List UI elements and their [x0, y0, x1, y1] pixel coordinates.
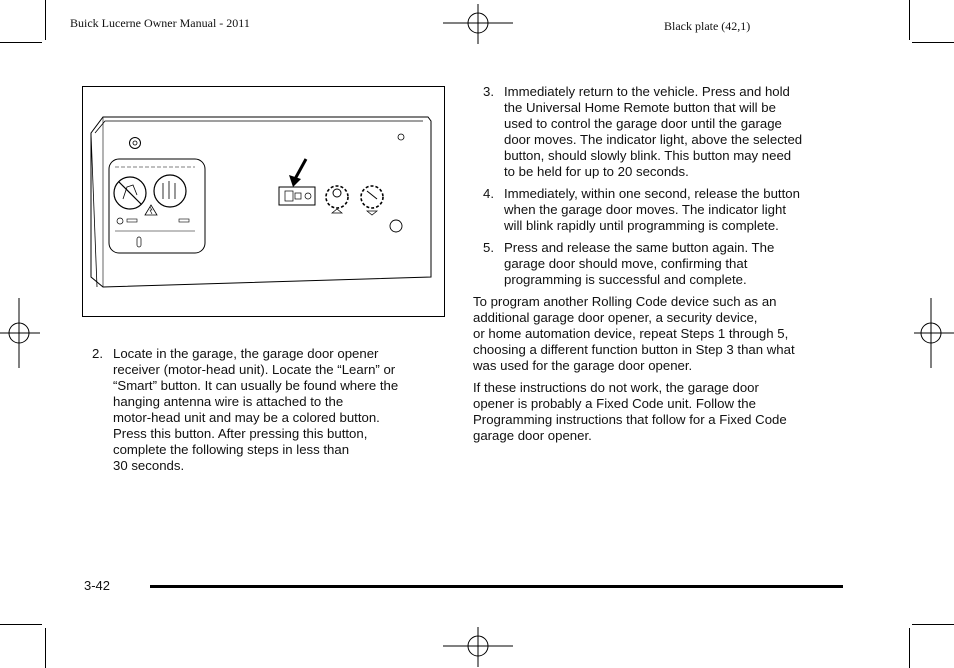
crop-mark-bottom-left-v	[45, 628, 46, 668]
step-line: Locate in the garage, the garage door opener	[113, 346, 379, 361]
step-line: Immediately return to the vehicle. Press and hold	[504, 84, 790, 99]
step-line: used to control the garage door until the garage	[504, 116, 782, 131]
step-line: receiver (motor-head unit). Locate the “Learn” or	[113, 362, 396, 377]
step-line: the Universal Home Remote button that will be	[504, 100, 776, 115]
registration-mark-top-icon	[443, 4, 513, 44]
right-column	[473, 84, 848, 450]
paragraph-rolling-code	[473, 294, 848, 374]
paragraph-line: Programming instructions that follow for a Fixed Code	[473, 412, 787, 427]
step-line: Press and release the same button again. The	[504, 240, 775, 255]
step-line: will blink rapidly until programming is complete.	[504, 218, 779, 233]
step-number: 3.	[483, 84, 494, 99]
crop-mark-top-left-v	[45, 0, 46, 40]
universal-home-remote-panel-illustration	[83, 87, 443, 315]
paragraph-line: If these instructions do not work, the garage door	[473, 380, 759, 395]
step-line: door moves. The indicator light, above the selected	[504, 132, 803, 147]
step-line: 30 seconds.	[113, 458, 185, 473]
step-number: 4.	[483, 186, 494, 201]
crop-mark-top-right-h	[912, 42, 954, 43]
step-2	[82, 346, 442, 474]
paragraph-line: additional garage door opener, a security device,	[473, 310, 758, 325]
paragraph-line: opener is probably a Fixed Code unit. Follow the	[473, 396, 756, 411]
step-text	[504, 240, 848, 288]
step-number: 2.	[92, 346, 103, 361]
crop-mark-bottom-right-h	[912, 624, 954, 625]
step-5	[473, 240, 848, 288]
paragraph-fixed-code	[473, 380, 848, 444]
remote-panel-figure	[82, 86, 445, 317]
step-line: to be held for up to 20 seconds.	[504, 164, 689, 179]
step-line: Immediately, within one second, release the button	[504, 186, 800, 201]
paragraph-line: or home automation device, repeat Steps 1 through 5,	[473, 326, 789, 341]
step-4	[473, 186, 848, 234]
step-3	[473, 84, 848, 180]
manual-title: Buick Lucerne Owner Manual - 2011	[70, 16, 250, 30]
step-line: programming is successful and complete.	[504, 272, 747, 287]
step-line: when the garage door moves. The indicator light	[504, 202, 786, 217]
crop-mark-top-left-h	[0, 42, 42, 43]
paragraph-line: To program another Rolling Code device such as an	[473, 294, 777, 309]
left-column	[82, 346, 442, 480]
step-line: hanging antenna wire is attached to the	[113, 394, 344, 409]
step-line: Press this button. After pressing this button,	[113, 426, 368, 441]
step-line: garage door should move, confirming that	[504, 256, 748, 271]
step-number: 5.	[483, 240, 494, 255]
step-line: complete the following steps in less than	[113, 442, 350, 457]
page-number: 3-42	[84, 578, 111, 593]
step-text	[113, 346, 442, 474]
footer-rule	[150, 585, 843, 588]
paragraph-line: choosing a different function button in Step 3 than what	[473, 342, 795, 357]
crop-mark-bottom-left-h	[0, 624, 42, 625]
plate-label: Black plate (42,1)	[664, 19, 751, 33]
step-text	[504, 84, 848, 180]
step-line: “Smart” button. It can usually be found where the	[113, 378, 399, 393]
crop-mark-bottom-right-v	[909, 628, 910, 668]
registration-mark-left-icon	[0, 298, 40, 368]
registration-mark-right-icon	[914, 298, 954, 368]
crop-mark-top-right-v	[909, 0, 910, 40]
step-line: button, should slowly blink. This button may need	[504, 148, 792, 163]
registration-mark-bottom-icon	[443, 627, 513, 667]
paragraph-line: was used for the garage door opener.	[473, 358, 693, 373]
paragraph-line: garage door opener.	[473, 428, 592, 443]
step-text	[504, 186, 848, 234]
step-line: motor-head unit and may be a colored button.	[113, 410, 380, 425]
